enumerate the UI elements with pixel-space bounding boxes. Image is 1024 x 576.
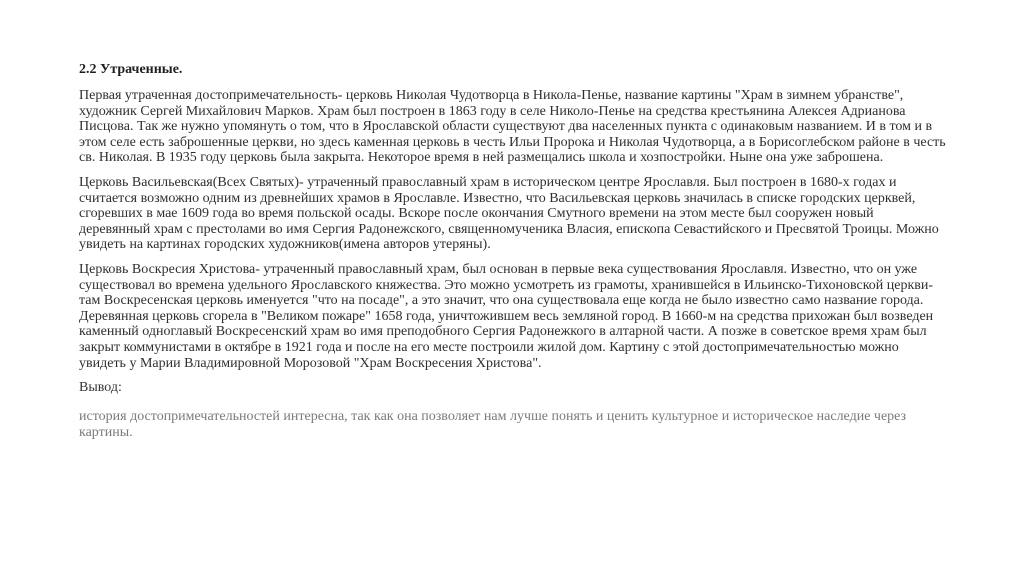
conclusion-label: Вывод: xyxy=(79,380,122,396)
paragraph-nikola-penye: Первая утраченная достопримечательность- церковь Николая Чудотворца в Никола-Пенье, название картины "Храм в зимнем убранстве", художник Сергей Михайлович Марков. Храм был построен в 1863 году в селе Николо-Пенье на средства крестьянина Алексея Адрианова Писцова. Так же нужно упомянуть о том, что в Ярославской области существуют два населенных пункта с одинаковым названием. И в том и в этом селе есть заброшенные церкви, но здесь каменная церковь в честь Ильи Пророка и Николая Чудотворца, а в Борисоглебском районе в честь св. Николая. В 1935 году церковь была закрыта. Некоторое время в ней размещались школа и хозпостройки. Ныне она уже заброшена. xyxy=(79,88,946,166)
paragraph-vasilyevskaya-church: Церковь Васильевская(Всех Святых)- утраченный православный храм в историческом центре Ярославля. Был построен в 1680-х годах и считается возможно одним из древнейших храмов в Ярославле. Известно, что Васильевская церковь значилась в списке городских церквей, сгоревших в мае 1609 года во время польской осады. Вскоре после окончания Смутного времени на этом месте был сооружен новый деревянный храм с престолами во имя Сергия Радонежского, священномученика Власия, епископа Севастийского и Пресвятой Троицы. Можно увидеть на картинах городских художников(имена авторов утеряны). xyxy=(79,174,939,253)
conclusion-text: история достопримечательностей интересна, так как она позволяет нам лучше понять и ценить культурное и историческое наследие через картины. xyxy=(79,409,907,440)
paragraph-voskreseniya-church: Церковь Воскресия Христова- утраченный православный храм, был основан в первые века существования Ярославля. Известно, что он уже существовал во времена удельного Ярославского княжества. Это можно усмотреть из грамоты, хранившейся в Ильинско-Тихоновской церкви- там Воскресенская церковь именуется "что на посаде", а это значит, что она существовала еще когда не было известно само название города. Деревянная церковь сгорела в "Великом пожаре" 1658 года, уничтожившем весь земляной город. В 1660-м на средства прихожан был возведен каменный одноглавый Воскресенский храм во имя преподобного Сергия Радонежкого в алтарной части. А позже в советское время храм был закрыт коммунистами в октябре в 1921 года и после на его месте построили жилой дом. Картину с этой достопримечательностью можно увидеть у Марии Владимировной Морозовой "Храм Воскресения Христова". xyxy=(79,261,934,371)
section-heading: 2.2 Утраченные. xyxy=(79,62,183,77)
document-page xyxy=(79,62,947,440)
